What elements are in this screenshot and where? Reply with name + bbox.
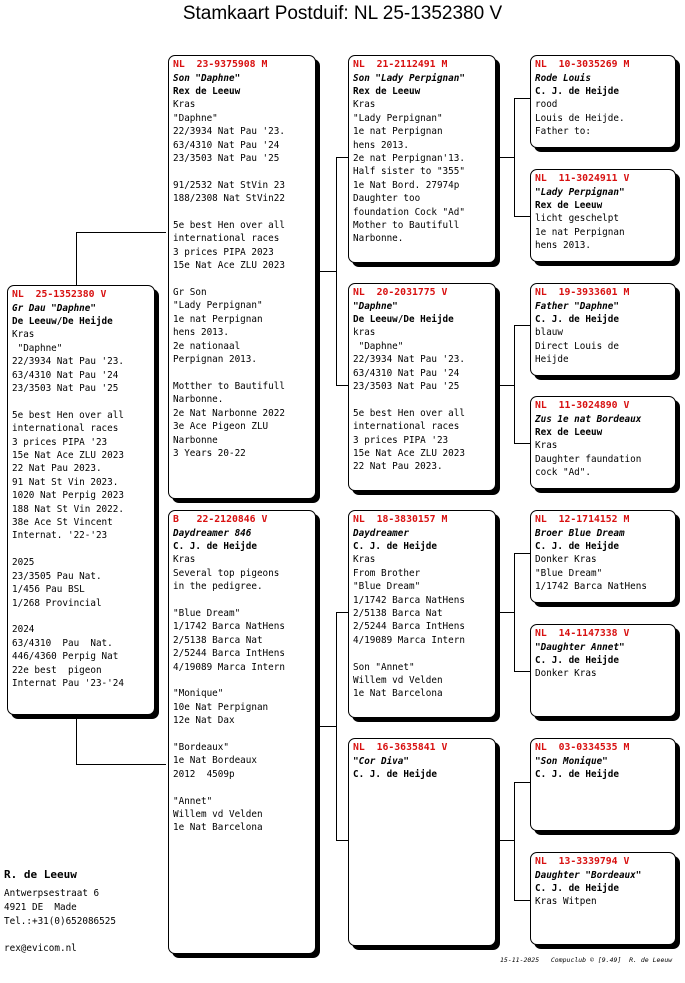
pigeon-details: [173, 98, 311, 460]
detail-line: 3 Years 20-22: [173, 447, 246, 459]
ring-number: NL 03-0334535 M: [535, 742, 630, 753]
connector-dam-vertical: [336, 612, 337, 840]
pigeon-details: [535, 212, 671, 252]
pigeon-details: [535, 326, 671, 366]
detail-line: 3e Ace Pigeon ZLU: [173, 421, 269, 433]
detail-line: 10e Nat Perpignan: [173, 701, 269, 713]
detail-line: [12, 610, 150, 623]
detail-line: 5e best Hen over all: [353, 407, 465, 419]
ring-number: NL 13-3339794 V: [535, 856, 630, 867]
print-credit: 15-11-2025 Compuclub © [9.49] R. de Leeuw: [500, 956, 673, 964]
detail-line: 2/5244 Barca IntHens: [353, 621, 465, 633]
detail-line: Kras: [173, 99, 196, 111]
ring-number: NL 12-1714152 M: [535, 514, 630, 525]
card-sire-dam-sire[interactable]: [530, 283, 676, 376]
pigeon-owner: De Leeuw/De Heijde: [12, 316, 113, 327]
detail-line: [12, 543, 150, 556]
pigeon-owner: C. J. de Heijde: [535, 86, 619, 97]
breeder-name: R. de Leeuw: [4, 868, 77, 881]
detail-line: 63/4310 Nat Pau '24: [353, 367, 460, 379]
pigeon-name: "Lady Perpignan": [535, 186, 625, 198]
detail-line: 1/1742 Barca NatHens: [173, 621, 285, 633]
detail-line: licht geschelpt: [535, 213, 619, 225]
pigeon-name: "Daughter Annet": [535, 641, 625, 653]
detail-line: 1/268 Provincial: [12, 597, 102, 609]
pigeon-details: [12, 328, 150, 690]
detail-line: "Daphne": [173, 112, 218, 124]
pigeon-owner: C. J. de Heijde: [535, 541, 619, 552]
detail-line: Kras: [353, 554, 376, 566]
pigeon-details: [353, 326, 491, 473]
detail-line: Son "Annet": [353, 661, 415, 673]
card-sire-dam[interactable]: [348, 283, 496, 491]
detail-line: [173, 366, 311, 379]
ring-number: NL 25-1352380 V: [12, 289, 107, 300]
detail-line: 3 prices PIPA 2023: [173, 246, 274, 258]
detail-line: 23/3503 Nat Pau '25: [173, 153, 280, 165]
detail-line: 22 Nat Pau 2023.: [12, 463, 102, 475]
pigeon-details: [535, 667, 671, 680]
card-dam-dam-dam[interactable]: [530, 852, 676, 945]
connector-ss-top: [514, 98, 530, 99]
pigeon-owner: De Leeuw/De Heijde: [353, 314, 454, 325]
ring-number: NL 21-2112491 M: [353, 59, 448, 70]
detail-line: 3 prices PIPA '23: [12, 436, 108, 448]
detail-line: Internat Pau '23-'24: [12, 677, 124, 689]
detail-line: Narbonne.: [173, 394, 224, 406]
detail-line: Several top pigeons: [173, 567, 280, 579]
detail-line: [12, 395, 150, 408]
connector-ss-vertical: [514, 98, 515, 216]
detail-line: international races: [12, 423, 119, 435]
ring-number: NL 14-1147338 V: [535, 628, 630, 639]
pigeon-name: Son "Daphne": [173, 72, 241, 84]
detail-line: Mother to Bautifull: [353, 220, 460, 232]
card-sire-sire-sire[interactable]: [530, 55, 676, 148]
ring-number: NL 23-9375908 M: [173, 59, 268, 70]
breeder-street: Antwerpsestraat 6: [4, 888, 100, 899]
detail-line: Daughter faundation: [535, 453, 642, 465]
detail-line: 22/3934 Nat Pau '23.: [173, 126, 285, 138]
pigeon-owner: Rex de Leeuw: [535, 427, 603, 438]
detail-line: [173, 273, 311, 286]
detail-line: 23/3503 Nat Pau '25: [12, 383, 119, 395]
detail-line: Daughter too: [353, 193, 421, 205]
detail-line: [353, 393, 491, 406]
pigeon-owner: Rex de Leeuw: [535, 200, 603, 211]
connector-ss-link: [500, 157, 514, 158]
detail-line: [173, 165, 311, 178]
detail-line: 2/5138 Barca Nat: [173, 634, 263, 646]
detail-line: Father to:: [535, 126, 591, 138]
connector-ds-bottom: [514, 671, 530, 672]
connector-dam-link: [316, 726, 336, 727]
detail-line: "Blue Dream": [173, 608, 241, 620]
card-dam-sire-sire[interactable]: [530, 510, 676, 603]
detail-line: 5e best Hen over all: [173, 220, 285, 232]
detail-line: Heijde: [535, 354, 569, 366]
pigeon-details: [535, 895, 671, 908]
connector-sd-link: [500, 385, 514, 386]
detail-line: blauw: [535, 327, 563, 339]
pigeon-owner: C. J. de Heijde: [535, 655, 619, 666]
detail-line: [173, 728, 311, 741]
pigeon-details: [173, 553, 311, 834]
detail-line: "Lady Perpignan": [173, 300, 263, 312]
ring-number: NL 19-3933601 M: [535, 287, 630, 298]
connector-ds-vertical: [514, 553, 515, 671]
card-dam-sire-dam[interactable]: [530, 624, 676, 717]
detail-line: 1/1742 Barca NatHens: [535, 581, 647, 593]
pigeon-name: Zus 1e nat Bordeaux: [535, 413, 642, 425]
card-dam-sire[interactable]: [348, 510, 496, 718]
detail-line: 2024: [12, 624, 35, 636]
ring-number: B 22-2120846 V: [173, 514, 268, 525]
detail-line: 3 prices PIPA '23: [353, 434, 449, 446]
pigeon-name: Daydreamer 846: [173, 527, 252, 539]
detail-line: [173, 594, 311, 607]
detail-line: Narbonne.: [353, 233, 404, 245]
detail-line: 22 Nat Pau 2023.: [353, 461, 443, 473]
detail-line: 15e Nat Ace ZLU 2023: [12, 450, 124, 462]
detail-line: 1020 Nat Perpig 2023: [12, 490, 124, 502]
detail-line: Willem vd Velden: [173, 809, 263, 821]
pigeon-name: Gr Dau "Daphne": [12, 302, 96, 314]
detail-line: 2012 4509p: [173, 768, 235, 780]
detail-line: Direct Louis de: [535, 340, 619, 352]
detail-line: [173, 674, 311, 687]
detail-line: hens 2013.: [173, 327, 229, 339]
detail-line: Kras: [535, 440, 558, 452]
detail-line: 63/4310 Pau Nat.: [12, 637, 113, 649]
pigeon-name: "Son Monique": [535, 755, 608, 767]
detail-line: Perpignan 2013.: [173, 354, 257, 366]
detail-line: From Brother: [353, 567, 421, 579]
detail-line: 1e nat Perpignan: [353, 126, 443, 138]
detail-line: 38e Ace St Vincent: [12, 517, 113, 529]
card-sire-sire[interactable]: [348, 55, 496, 263]
detail-line: "Blue Dream": [353, 581, 421, 593]
detail-line: foundation Cock "Ad": [353, 206, 465, 218]
ring-number: NL 11-3024890 V: [535, 400, 630, 411]
connector-sd-top: [514, 325, 530, 326]
detail-line: 4/19089 Marca Intern: [173, 661, 285, 673]
connector-dd-vertical: [514, 782, 515, 900]
detail-line: 63/4310 Nat Pau '24: [173, 139, 280, 151]
detail-line: 12e Nat Dax: [173, 715, 235, 727]
detail-line: 2e Nat Narbonne 2022: [173, 407, 285, 419]
detail-line: 15e Nat Ace ZLU 2023: [173, 260, 285, 272]
detail-line: [173, 781, 311, 794]
detail-line: hens 2013.: [353, 139, 409, 151]
detail-line: 63/4310 Nat Pau '24: [12, 369, 119, 381]
detail-line: Willem vd Velden: [353, 675, 443, 687]
detail-line: "Lady Perpignan": [353, 112, 443, 124]
pigeon-name: Daughter "Bordeaux": [535, 869, 642, 881]
detail-line: 188 Nat St Vin 2022.: [12, 503, 124, 515]
pigeon-details: [535, 98, 671, 138]
detail-line: Kras: [173, 554, 196, 566]
connector-ss-horizontal: [336, 157, 348, 158]
page-title: Stamkaart Postduif: NL 25-1352380 V: [182, 3, 503, 24]
detail-line: 23/3503 Nat Pau '25: [353, 381, 460, 393]
detail-line: 2/5138 Barca Nat: [353, 608, 443, 620]
detail-line: [173, 206, 311, 219]
pigeon-owner: C. J. de Heijde: [535, 883, 619, 894]
connector-ds-horizontal: [336, 612, 348, 613]
connector-dd-horizontal: [336, 840, 348, 841]
pigeon-details: [535, 553, 671, 593]
detail-line: 2e nat Perpignan'13.: [353, 153, 465, 165]
detail-line: Gr Son: [173, 287, 207, 299]
detail-line: [353, 647, 491, 660]
detail-line: "Annet": [173, 795, 213, 807]
pigeon-name: Rode Louis: [535, 72, 591, 84]
detail-line: Narbonne: [173, 434, 218, 446]
detail-line: 1e nat Perpignan: [173, 313, 263, 325]
detail-line: 22/3934 Nat Pau '23.: [12, 356, 124, 368]
detail-line: 1e nat Perpignan: [535, 226, 625, 238]
connector-ds-top: [514, 553, 530, 554]
connector-dd-bottom: [514, 900, 530, 901]
pigeon-owner: C. J. de Heijde: [353, 541, 437, 552]
detail-line: Motther to Bautifull: [173, 380, 285, 392]
detail-line: international races: [353, 421, 460, 433]
detail-line: cock "Ad".: [535, 467, 591, 479]
detail-line: "Daphne": [12, 342, 63, 354]
detail-line: 22/3934 Nat Pau '23.: [353, 354, 465, 366]
breeder-city: 4921 DE Made: [4, 902, 77, 913]
pigeon-name: "Daphne": [353, 300, 398, 312]
detail-line: 1/456 Pau BSL: [12, 584, 85, 596]
detail-line: "Daphne": [353, 340, 404, 352]
pigeon-owner: Rex de Leeuw: [173, 86, 241, 97]
pigeon-owner: C. J. de Heijde: [535, 769, 619, 780]
ring-number: NL 11-3024911 V: [535, 173, 630, 184]
detail-line: Half sister to "355": [353, 166, 465, 178]
detail-line: Donker Kras: [535, 668, 597, 680]
pigeon-name: Son "Lady Perpignan": [353, 72, 465, 84]
pigeon-name: Father "Daphne": [535, 300, 619, 312]
pigeon-details: [535, 439, 671, 479]
connector-sire-link: [316, 271, 336, 272]
pigeon-details: [353, 553, 491, 700]
connector-sd-horizontal: [336, 385, 348, 386]
detail-line: kras: [353, 327, 376, 339]
detail-line: Kras Witpen: [535, 896, 597, 908]
detail-line: "Blue Dream": [535, 567, 603, 579]
detail-line: in the pedigree.: [173, 581, 263, 593]
detail-line: 2025: [12, 557, 35, 569]
pigeon-owner: C. J. de Heijde: [535, 314, 619, 325]
card-dam-dam-sire[interactable]: [530, 738, 676, 831]
detail-line: 1e Nat Barcelona: [173, 822, 263, 834]
breeder-email[interactable]: rex@evicom.nl: [4, 943, 77, 954]
detail-line: Louis de Heijde.: [535, 112, 625, 124]
breeder-phone: Tel.:+31(0)652086525: [4, 916, 116, 927]
detail-line: 1e Nat Barcelona: [353, 688, 443, 700]
pigeon-name: "Cor Diva": [353, 755, 409, 767]
ring-number: NL 10-3035269 M: [535, 59, 630, 70]
connector-sd-vertical: [514, 325, 515, 443]
connector-dam-horizontal: [76, 764, 166, 765]
detail-line: 1/1742 Barca NatHens: [353, 594, 465, 606]
pigeon-owner: C. J. de Heijde: [173, 541, 257, 552]
detail-line: "Monique": [173, 688, 224, 700]
detail-line: 1e Nat Bordeaux: [173, 755, 257, 767]
detail-line: 2e nationaal: [173, 340, 241, 352]
detail-line: "Bordeaux": [173, 742, 229, 754]
pigeon-owner: Rex de Leeuw: [353, 86, 421, 97]
card-dam[interactable]: [168, 510, 316, 954]
connector-dd-link: [500, 840, 514, 841]
detail-line: 22e best pigeon: [12, 664, 102, 676]
detail-line: 188/2308 Nat StVin22: [173, 193, 285, 205]
ring-number: NL 16-3635841 V: [353, 742, 448, 753]
card-sire[interactable]: [168, 55, 316, 499]
detail-line: Internat. '22-'23: [12, 530, 108, 542]
detail-line: 23/3505 Pau Nat.: [12, 570, 102, 582]
connector-dd-top: [514, 782, 530, 783]
detail-line: 2/5244 Barca IntHens: [173, 648, 285, 660]
pigeon-name: Daydreamer: [353, 527, 409, 539]
detail-line: international races: [173, 233, 280, 245]
pigeon-owner: C. J. de Heijde: [353, 769, 437, 780]
connector-sire-vertical: [336, 157, 337, 385]
connector-sire-horizontal: [76, 232, 166, 233]
detail-line: 1e Nat Bord. 27974p: [353, 179, 460, 191]
connector-ss-bottom: [514, 216, 530, 217]
detail-line: Kras: [12, 329, 35, 341]
card-dam-dam[interactable]: [348, 738, 496, 946]
detail-line: 91/2532 Nat StVin 23: [173, 179, 285, 191]
card-sire-dam-dam[interactable]: [530, 396, 676, 489]
detail-line: 15e Nat Ace ZLU 2023: [353, 448, 465, 460]
ring-number: NL 20-2031775 V: [353, 287, 448, 298]
pigeon-details: [353, 98, 491, 245]
card-subject[interactable]: [7, 285, 155, 715]
detail-line: Donker Kras: [535, 554, 597, 566]
connector-sd-bottom: [514, 443, 530, 444]
pigeon-name: Broer Blue Dream: [535, 527, 625, 539]
connector-ds-link: [500, 612, 514, 613]
detail-line: 446/4360 Perpig Nat: [12, 651, 119, 663]
detail-line: 91 Nat St Vin 2023.: [12, 476, 119, 488]
ring-number: NL 18-3830157 M: [353, 514, 448, 525]
detail-line: hens 2013.: [535, 240, 591, 252]
detail-line: Kras: [353, 99, 376, 111]
detail-line: rood: [535, 99, 558, 111]
detail-line: 4/19089 Marca Intern: [353, 634, 465, 646]
card-sire-sire-dam[interactable]: [530, 169, 676, 262]
detail-line: 5e best Hen over all: [12, 409, 124, 421]
